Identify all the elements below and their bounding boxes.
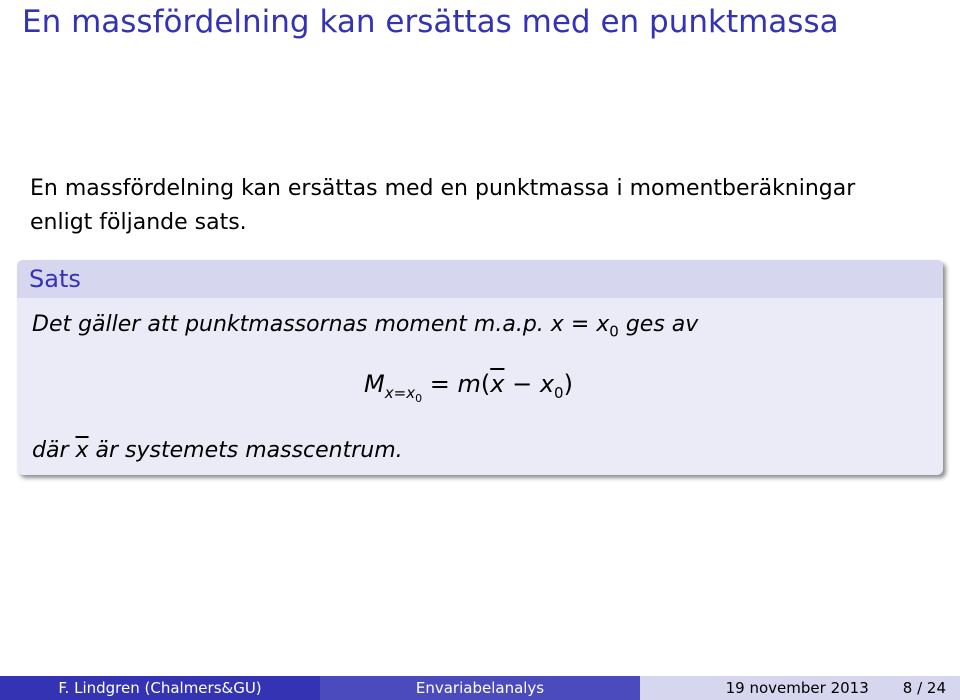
theorem-line-2 [32,438,403,463]
theorem-line-1-tail: ges av [625,312,699,337]
formula-x0: $x_0$ [539,370,564,402]
moment-formula: $M_{x=x_0} = m(\overline{x} - x_0)$ [364,370,573,405]
eq-x0: $x_0$ [596,312,619,341]
eq-sign: = [570,312,590,337]
theorem-line-2-pre: där [32,438,69,463]
intro-line-2: enligt följande sats. [30,210,247,235]
frame-title: En massfördelning kan ersättas med en punktmassa [22,4,839,40]
formula-M-subscript: x=x0 [384,383,423,405]
intro-paragraph [30,172,930,240]
theorem-heading: Sats [17,260,943,298]
theorem-line-1 [32,312,698,340]
footer-course: Envariabelanalys [320,676,640,700]
formula-xbar: $\overline{x}$ [490,370,505,398]
footer-page-number: 8 / 24 [902,679,946,697]
intro-line-1: En massfördelning kan ersättas med en punktmassa i momentberäkningar [30,176,856,201]
formula-m: m [457,370,481,398]
eq-x: x [550,312,564,337]
footer-bar [0,676,960,700]
theorem-body [17,298,943,475]
formula-M: M [364,370,385,398]
footer-right [640,676,960,700]
footer-date: 19 november 2013 [725,679,869,697]
theorem-line-1-text: Det gäller att punktmassornas moment m.a.p. [32,312,544,337]
formula-equals: = [429,370,450,398]
footer-author: F. Lindgren (Chalmers&GU) [0,676,320,700]
line2-xbar: $\overline{x}$ [75,438,89,463]
theorem-block [17,260,943,475]
theorem-line-2-post: är systemets masscentrum. [95,438,403,463]
formula-minus: − [512,370,533,398]
